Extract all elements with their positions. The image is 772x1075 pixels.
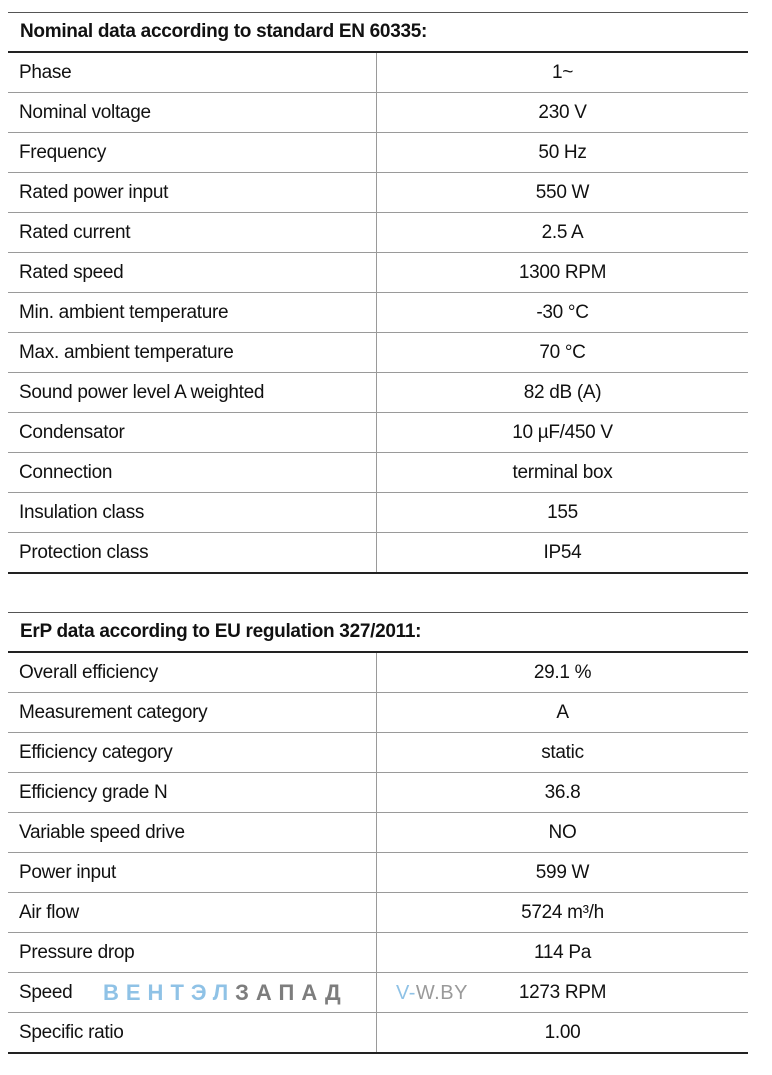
table-row: [8, 973, 748, 1013]
row-value: 1300 RPM: [518, 261, 607, 283]
row-value: 1273 RPM: [518, 981, 607, 1003]
row-value: terminal box: [512, 461, 613, 483]
row-label: Air flow: [8, 893, 377, 932]
erp-table-title: ErP data according to EU regulation 327/2011:: [8, 613, 748, 653]
row-value: 70 °C: [539, 341, 586, 363]
row-label: Overall efficiency: [8, 653, 377, 692]
row-value: 1~: [551, 61, 574, 83]
watermark-url-part2: W.BY: [415, 981, 468, 1004]
row-value: NO: [548, 821, 577, 843]
watermark-brand-part1: ВЕНТЭЛ: [103, 980, 236, 1005]
row-label: Condensator: [8, 413, 377, 452]
table-row: [8, 213, 748, 253]
watermark-url-part1: V-: [396, 981, 416, 1004]
row-label: Efficiency grade N: [8, 773, 377, 812]
row-value: IP54: [543, 541, 582, 563]
row-label: Max. ambient temperature: [8, 333, 377, 372]
row-value: 114 Pa: [533, 941, 591, 963]
row-value: 5724 m³/h: [521, 901, 604, 923]
table-row: [8, 53, 748, 93]
row-value: 1.00: [544, 1021, 581, 1043]
row-label: Specific ratio: [8, 1013, 377, 1052]
row-value: 82 dB (A): [523, 381, 602, 403]
row-label: Sound power level A weighted: [8, 373, 377, 412]
table-row: [8, 733, 748, 773]
row-value: 230 V: [538, 101, 587, 123]
row-label: Pressure drop: [8, 933, 377, 972]
nominal-data-table: [8, 12, 748, 574]
row-label: Frequency: [8, 133, 377, 172]
row-value: 50 Hz: [538, 141, 587, 163]
row-value: 2.5 A: [541, 221, 584, 243]
table-row: [8, 293, 748, 333]
row-label: Rated speed: [8, 253, 377, 292]
table-row: [8, 813, 748, 853]
table-row: [8, 773, 748, 813]
row-label: Insulation class: [8, 493, 377, 532]
erp-data-table: [8, 612, 748, 1054]
row-label: Power input: [8, 853, 377, 892]
row-label: Variable speed drive: [8, 813, 377, 852]
row-label: Protection class: [8, 533, 377, 572]
row-label: Efficiency category: [8, 733, 377, 772]
table-row: [8, 893, 748, 933]
table-row: [8, 373, 748, 413]
row-label: Phase: [8, 53, 377, 92]
row-label: Speed: [8, 973, 377, 1012]
table-row: [8, 1013, 748, 1052]
table-row: [8, 933, 748, 973]
row-value: 155: [547, 501, 578, 523]
table-row: [8, 853, 748, 893]
row-value: 10 µF/450 V: [512, 421, 613, 443]
table-row: [8, 653, 748, 693]
table-row: [8, 173, 748, 213]
row-value: A: [556, 701, 569, 723]
table-row: [8, 253, 748, 293]
table-row: [8, 333, 748, 373]
row-label: Rated current: [8, 213, 377, 252]
row-value: 36.8: [544, 781, 581, 803]
row-label: Measurement category: [8, 693, 377, 732]
nominal-table-title: Nominal data according to standard EN 60335:: [8, 13, 748, 53]
watermark-brand-part2: ЗАПАД: [235, 980, 348, 1005]
table-row: [8, 133, 748, 173]
row-value: -30 °C: [536, 301, 589, 323]
row-value: 599 W: [535, 861, 590, 883]
row-value: static: [541, 741, 584, 763]
table-row: [8, 493, 748, 533]
row-label: Rated power input: [8, 173, 377, 212]
table-row: [8, 93, 748, 133]
table-row: [8, 453, 748, 493]
table-row: [8, 413, 748, 453]
table-row: [8, 693, 748, 733]
row-label: Min. ambient temperature: [8, 293, 377, 332]
row-label: Nominal voltage: [8, 93, 377, 132]
table-row: [8, 533, 748, 572]
row-value: 550 W: [535, 181, 590, 203]
row-value: 29.1 %: [533, 661, 592, 683]
row-label: Connection: [8, 453, 377, 492]
